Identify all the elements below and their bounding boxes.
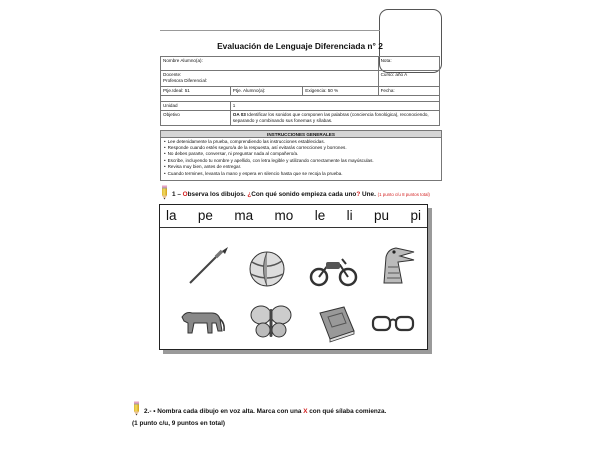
- objective-code: OA 03: [232, 112, 246, 118]
- instruction-item: • Escribe, incluyendo tu nombre y apellido, con letra legible y utilizando correctamente las mayúsculas.: [164, 158, 441, 164]
- student-name-field[interactable]: Nombre Alumno(a):: [161, 57, 379, 71]
- question-2-points: (1 punto c/u, 9 puntos en total): [132, 420, 226, 427]
- instructions-box: [160, 130, 442, 181]
- objective-text: Identificar los sonidos que componen las palabras (conciencia fonológica), reconociendo, separando y combinando sus fonemas y sílabas.: [232, 112, 429, 124]
- teacher-label: Docente:: [163, 72, 182, 78]
- syllable-rule: [160, 227, 427, 228]
- objective-label: Objetivo: [161, 111, 231, 126]
- syllable-le: le: [314, 208, 326, 223]
- student-info-table: [160, 56, 440, 126]
- ball-icon: [242, 249, 292, 289]
- syllable-ma: ma: [234, 208, 254, 223]
- grade-field[interactable]: Nota:: [378, 57, 439, 71]
- teacher-field[interactable]: [161, 71, 379, 87]
- q1-points: (1 punto c/u 8 puntos total): [377, 192, 430, 197]
- ideal-score: Ptje.Ideal: 51: [161, 87, 231, 96]
- page-title: Evaluación de Lenguaje Diferenciada n° 2: [217, 41, 383, 51]
- book-icon: [310, 303, 360, 343]
- objective-value: [230, 111, 439, 126]
- course-field[interactable]: Curso: año A: [378, 71, 439, 87]
- glasses-icon: [368, 305, 418, 345]
- header-rule: [160, 30, 380, 31]
- pencil-icon: [133, 401, 140, 416]
- crocodile-icon: [370, 245, 420, 285]
- instruction-item: • Revisa muy bien, antes de entregar.: [164, 164, 441, 170]
- instruction-item: • Cuando termines, levanta la mano y espera en silencio hasta que se recoja la prueba.: [164, 171, 441, 177]
- q1-question-open: ¿: [247, 191, 252, 198]
- instruction-item: • Responde cuando estés seguro/a de la respuesta, así evitarás correcciones y borrones.: [164, 145, 441, 151]
- unit-value: 1: [230, 102, 439, 111]
- syllable-la: la: [166, 208, 177, 223]
- syllable-pi: pi: [410, 208, 421, 223]
- butterfly-icon: [246, 301, 296, 341]
- paintbrush-icon: [182, 247, 232, 287]
- q2-text-end: con qué sílaba comienza.: [307, 408, 387, 415]
- question-2: [144, 408, 386, 415]
- q1-letter-o: O: [182, 191, 188, 198]
- syllable-pu: pu: [374, 208, 390, 223]
- q1-number: 1 –: [172, 191, 183, 198]
- instruction-item: • No debes pararte, conversar, ni preguntar nada al compañero/a.: [164, 151, 441, 157]
- q2-x-mark: X: [303, 408, 308, 415]
- syllable-pe: pe: [197, 208, 213, 223]
- q1-question-close: ?: [356, 191, 361, 198]
- date-field[interactable]: Fecha:: [378, 87, 439, 96]
- instructions-title: INSTRUCCIONES GENERALES: [161, 131, 441, 138]
- syllable-mo: mo: [274, 208, 294, 223]
- puma-icon: [176, 301, 226, 341]
- student-score-field[interactable]: Ptje. Alumno(a):: [230, 87, 303, 96]
- instruction-item: • Lee detenidamente la prueba, comprendiendo las instrucciones establecidas.: [164, 139, 441, 145]
- matching-exercise: [159, 204, 428, 350]
- requirement: Exigencia: 50 %: [303, 87, 378, 96]
- pencil-icon: [161, 185, 168, 200]
- special-teacher-label: Profesora Diferencial:: [163, 77, 208, 83]
- instructions-list: [161, 138, 441, 177]
- motorcycle-icon: [308, 251, 358, 291]
- syllable-row: [166, 208, 421, 223]
- q1-text2: Con qué sonido empieza cada uno: [251, 191, 357, 198]
- syllable-li: li: [346, 208, 353, 223]
- question-1: [172, 191, 430, 198]
- unit-label: Unidad: [161, 102, 231, 111]
- q1-text3: Une.: [360, 191, 376, 198]
- q2-text: 2.- • Nombra cada dibujo en voz alta. Marca con una: [144, 408, 304, 415]
- q1-text: bserva los dibujos.: [187, 191, 248, 198]
